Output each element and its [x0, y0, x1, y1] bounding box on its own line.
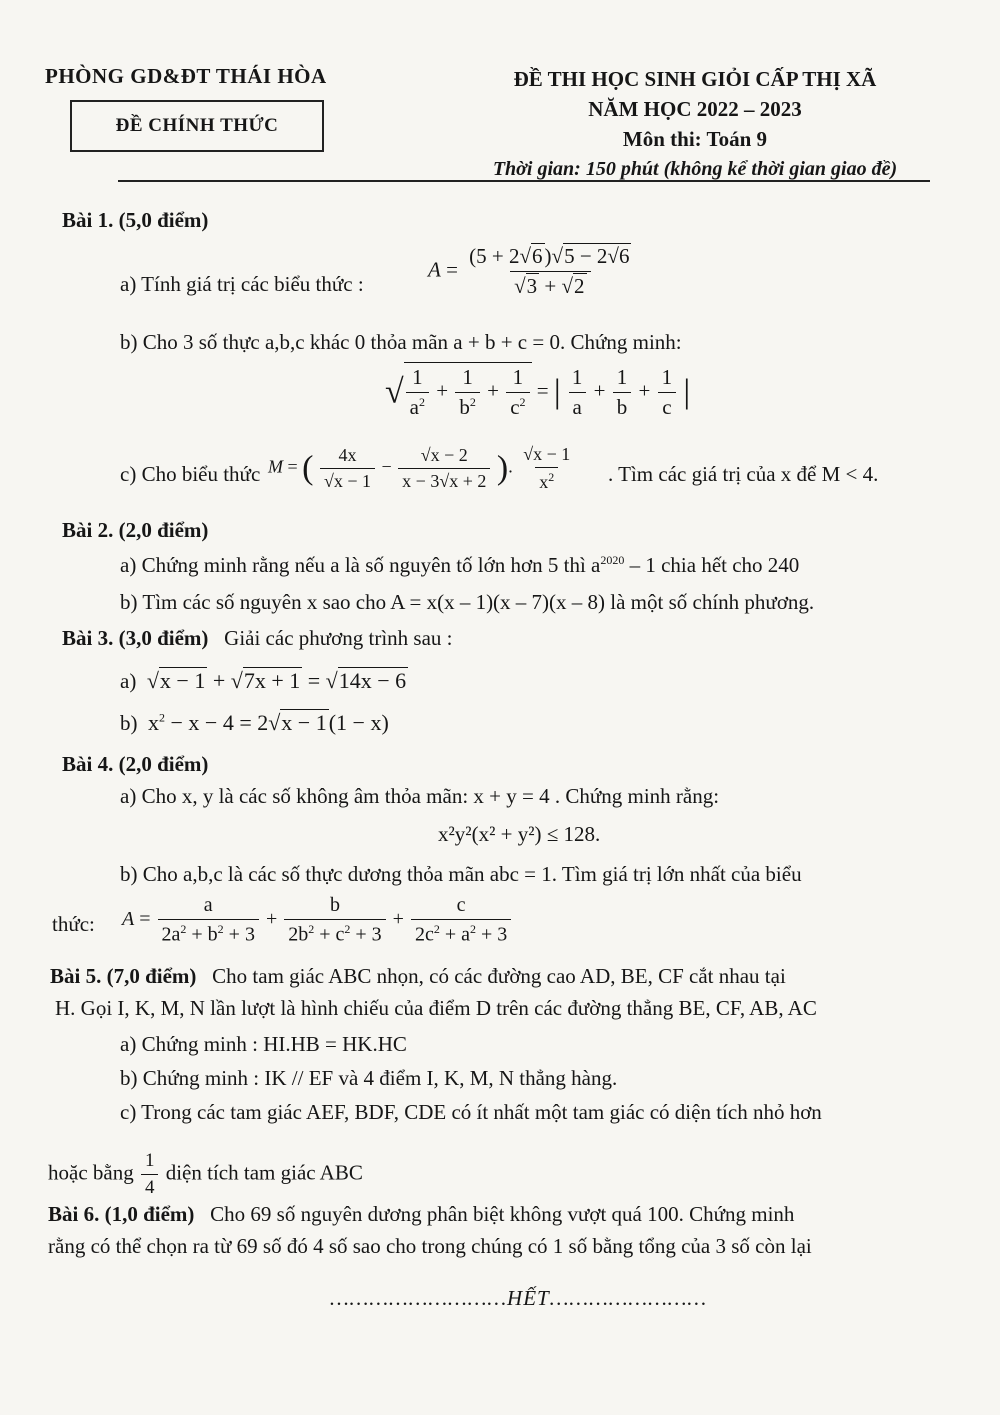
header-divider: [118, 180, 930, 182]
bai5-c2-pre: hoặc bằng: [48, 1160, 134, 1185]
bai5-heading: [50, 964, 786, 989]
bai2-a-post: – 1 chia hết cho 240: [624, 553, 800, 577]
bai5-c2-post: diện tích tam giác ABC: [165, 1160, 363, 1185]
bai2-a: [120, 553, 799, 578]
bai5-a: a) Chứng minh : HI.HB = HK.HC: [120, 1032, 407, 1056]
bai4-a-ineq: x²y²(x² + y²) ≤ 128.: [438, 822, 601, 846]
bai2-a-exp: 2020: [600, 553, 625, 567]
exam-header: [440, 64, 950, 184]
bai6-line1: Cho 69 số nguyên dương phân biệt không vượt quá 100. Chứng minh: [210, 1202, 795, 1226]
bai3-b: b) $x^2 - x - 4 = 2√x - 1(1 - x)$: [120, 710, 389, 735]
bai1-c-pre: c) Cho biểu thức: [120, 462, 261, 486]
duration: Thời gian: 150 phút (không kể thời gian giao đề): [492, 158, 898, 180]
bai6-heading: [48, 1202, 794, 1227]
bai5-title: Bài 5. (7,0 điểm): [50, 964, 197, 988]
bai5-intro2: H. Gọi I, K, M, N lần lượt là hình chiếu của điểm D trên các đường thẳng BE, CF, AB, AC: [55, 996, 817, 1020]
exam-title: ĐỀ THI HỌC SINH GIỎI CẤP THỊ XÃ: [513, 67, 877, 91]
subject: Môn thi: Toán 9: [622, 127, 768, 151]
department-name: PHÒNG GD&ĐT THÁI HÒA: [45, 64, 327, 88]
bai3-intro: Giải các phương trình sau :: [224, 626, 453, 650]
bai1-a-text: a) Tính giá trị các biểu thức :: [120, 272, 364, 296]
bai5-intro1: Cho tam giác ABC nhọn, có các đường cao AD, BE, CF cắt nhau tại: [212, 964, 786, 988]
bai4-b-formula: A = $\frac{a}{2a^2 + b^2 + 3}$ + $\frac{b}{2b^2 + c^2 + 3}$ + $\frac{c}{2c^2 + a^2 + 3}$: [122, 894, 513, 947]
bai3-a: a) √x − 1 + √7x + 1 = √14x − 6: [120, 668, 407, 693]
bai4-b-label: thức:: [52, 912, 95, 936]
bai3-title: Bài 3. (3,0 điểm): [62, 626, 209, 650]
bai1-b-formula: √ $\frac{1}{a^2}$ + $\frac{1}{b^2}$ + $\frac{1}{c^2}$ = | $\frac{1}{a}$ + $\frac{1}{b}$ + $\frac{1}{c}$ |: [385, 362, 690, 420]
bai2-b: b) Tìm các số nguyên x sao cho A = x(x – 1)(x – 7)(x – 8) là một số chính phương.: [120, 590, 815, 614]
bai5-b: b) Chứng minh : IK // EF và 4 điểm I, K, M, N thẳng hàng.: [120, 1066, 618, 1090]
bai1-c-formula: M = ( $\frac{4x}{√x - 1}$ − $\frac{√x - 2}{x - 3√x + 2}$ ). $\frac{√x - 1}{x^2}$: [268, 444, 571, 492]
official-label-box: [70, 100, 324, 152]
bai1-title: Bài 1. (5,0 điểm): [62, 208, 209, 232]
bai6-title: Bài 6. (1,0 điểm): [48, 1202, 195, 1226]
bai3-b-label: b): [120, 711, 138, 735]
bai2-a-pre: a) Chứng minh rằng nếu a là số nguyên tố lớn hơn 5 thì a: [120, 553, 601, 577]
official-label: ĐỀ CHÍNH THỨC: [115, 115, 279, 136]
school-year: NĂM HỌC 2022 – 2023: [588, 97, 802, 121]
bai3-a-label: a): [120, 669, 137, 693]
end-marker: ………………………HẾT……………………: [330, 1286, 708, 1310]
bai2-title: Bài 2. (2,0 điểm): [62, 518, 209, 542]
bai1-b-text: b) Cho 3 số thực a,b,c khác 0 thỏa mãn a + b + c = 0. Chứng minh:: [120, 330, 682, 354]
bai5-c: c) Trong các tam giác AEF, BDF, CDE có ít nhất một tam giác có diện tích nhỏ hơn: [120, 1100, 822, 1124]
bai4-b-text: b) Cho a,b,c là các số thực dương thỏa mãn abc = 1. Tìm giá trị lớn nhất của biểu: [120, 862, 802, 886]
bai4-a-text: a) Cho x, y là các số không âm thỏa mãn: x + y = 4 . Chứng minh rằng:: [120, 784, 720, 808]
bai1-c-post: . Tìm các giá trị của x để M < 4.: [608, 462, 879, 486]
bai5-c2: hoặc bằng $\frac{1}{4}$ diện tích tam giác ABC: [48, 1150, 363, 1198]
bai4-title: Bài 4. (2,0 điểm): [62, 752, 209, 776]
bai1-a-formula: A = $\frac{(5 + 2√6)√5 - 2√6}{√3 + √2}$: [428, 244, 630, 298]
bai3-heading: [62, 626, 453, 651]
bai6-line2: rằng có thể chọn ra từ 69 số đó 4 số sao cho trong chúng có 1 số bằng tổng của 3 số còn lại: [48, 1234, 812, 1258]
